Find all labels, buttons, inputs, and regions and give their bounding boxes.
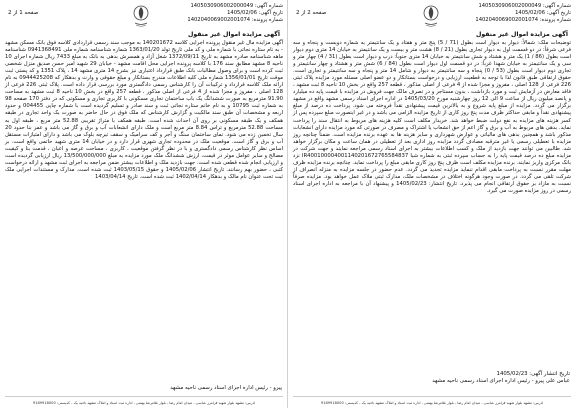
page-number: صفحه 2 از 2 — [296, 10, 327, 16]
document-page-2 — [290, 0, 574, 408]
notice-title: آگهی مزایده اموال غیر منقول — [475, 31, 568, 38]
case-number: شماره پرونده: 1402040069002001074 — [187, 17, 283, 23]
signature-block: پیرو - رئیس اداره اجرای اسناد رسمی ناحیه مشهد — [170, 385, 282, 391]
page-divider — [287, 0, 288, 408]
iran-emblem-icon — [130, 4, 152, 28]
notice-number: شماره آگهی: 1405030906002000049 — [478, 3, 571, 9]
page-header — [290, 2, 574, 32]
notice-title: آگهی مزایده اموال غیر منقول — [187, 31, 280, 38]
case-number: شماره پرونده: 1402040069002001074 — [475, 17, 571, 23]
footer-rule — [293, 396, 571, 397]
signature-block: تاریخ انتشار آگهی: 1405/02/23 عباس علی پیرو - رئیس اداره اجرای اسناد رسمی ناحیه مشهد — [432, 371, 570, 384]
page-number: صفحه 1 از 2 — [8, 10, 39, 16]
notice-body: توضیحات ملک: شمالاً: دیوار به دیوار است بطول (71 / 5) پنج متر و هفتاد و یک سانتیمتر به شماره دویست و پنجاه و سه فرعی شرقاً: در دو قسمت اول به دیوار تجاری بطول (21 / 8) هشت متر و بیست و یک سانتیمتر به خیابان 14 متری دوم دیوار است بطول (86 / 1) یک متر و هشتاد و شش سانتیمتر به خیابان 14 متری جنوباً: درب و دیوار است بطول (31 / 4) چهار متر و سی و یک سانتیمتر به خیابان شهدا غرباً: در دو قسمت اول دیوار است بطول (84 / 6) شش متر و هشتاد و چهار سانتیمتر و تجاری دوم دیوار است بطول (53 / 0) پنجاه و سه سانتیمتر به دیوار و شامل 14 متر و پنجاه و سه سانتیمتر و تجاری است. حقوق ارتفاقی طبق قانون لذا با توجه به قطعیت ارزیابی و درخواست بستانکار و دو عضو اصلی مسئله مورد مزایده پلاک ثبتی 226 فرعی از 128 اصلی ، مفروز و مجزا شده از 4 فرعی از اصلی مذکور ، قطعه 257 واقع در بخش 10 ناحیه 8 ثبت مشهد ، فاقد معارض در آزمایش ثبت و مورد بازداشت ، بدون مستاجر و در تصرف مالک جهت فروش در مزایده با قیمت پایه ده میلیارد و پانصد میلیون ریال از ساعت 9 الی 12 روز چهارشنبه مورخ 1405/03/20 در اداره اجرای اسناد رسمی مشهد واقع در مشهد برگزار می گردد. مزایده از مبلغ پایه شروع و به بالاترین قیمت پیشنهادی نقداً فروخته می شود. پرداخت ده درصد از مبلغ پیشنهادی نقداً و مابقی حداکثر ظرف مدت پنج روز کاری از تاریخ مزایده الزامی می باشد و در غیر اینصورت مبلغ سپرده پس از کسر هزینه های مزایده به نفع دولت ضبط خواهد شد. خریدار مکلف است کلیه هزینه های مربوط به انتقال سند را پرداخت نماید. بدهی های مربوط به آب و برق و گاز اعم از حق انشعاب یا اشتراک و مصرف در صورتی که مورد مزایده دارای انشعابات مذکور باشد و همچنین بدهی های مالیاتی و عوارض شهرداری و سایر هزینه ها به عهده برنده مزایده است. ضمناً چنانچه روز مزایده با تعطیلی رسمی یا غیر مترقبه مصادف گردد مزایده روز اداری بعد از تعطیلی در همان ساعت و مکان برگزار خواهد شد. طالبین می توانند جهت بازدید از ملک و کسب اطلاعات بیشتر به اجرای اسناد رسمی مراجعه نمایند و جهت شرکت در مزایده مبلغ ده درصد قیمت پایه را به حساب سپرده ثبتی به شماره شبا IR400100004001140201672765584837 نزد بانک مرکزی واریز نمایند. برنده مزایده مکلف است ظرف پنج روز کاری مابقی مبلغ را پرداخت نماید. چنانچه برنده مزایده ظرف مهلت مقرر نسبت به پرداخت مابقی اقدام ننماید مزایده تجدید می گردد. عدم حضور در جلسه مزایده به منزله انصراف از شرکت تلقی می گردد. در صورت وجود هرگونه اختلاف در مشخصات ملک، مدارک ثبتی ملاک عمل خواهد بود. مزایده صرفاً نسبت به مازاد بر حقوق ارتفاقی انجام می پذیرد. تاریخ انتشار: 1405/02/23 و پیشنهاد آن با مراجعه به اداره اجرای اسناد رسمی در روز مزایده صورت می گیرد. — [293, 40, 572, 194]
page-footer: آدرس: مشهد بلوار شهید فرامرز عباسی ، میدان امام رضا ، بلوار غلامرضا بهمنی ، اداره ثبت اسناد و املاک مشهد ناحیه یک - کدپستی: 9189918000 — [320, 401, 544, 405]
notice-date: تاریخ آگهی: 1405/02/06 — [227, 10, 283, 16]
page-header — [2, 2, 286, 32]
notice-number: شماره آگهی: 1405030906002000049 — [190, 3, 283, 9]
notice-date: تاریخ آگهی: 1405/02/06 — [515, 10, 571, 16]
document-page-1 — [2, 0, 286, 408]
notice-body: آگهی مزایده مال غیر منقول پرونده اجرایی کلاسه 140201672 به موجب سند رسمی قراردادی کلاسه فوق بانک مسکن مشهد - به نام ستاره نجاتی با شماره ملی و کد ملی تاریخ تولد 1363/01/20 شماره شناسنامه شماره ملی 0941368491 شناسنامه ماهه شناسنامه صادره مشهد به تاریخ 1372/09/11 شغل آزاد و همسرش بدهی به بانک به مبلغ 7433 ریال شماره اجرای 10 ناحیه 8 مشهد مطابق سند 176 با کلاسه پرونده اجرایی محل اقامت مشهد - خیابان 29 شهید امیر حسن صدیق منزل شخصی ثبت کرده است و برای وصول مطالبات بانک طبق قرارداد اعتباری نیز بشرح 14 متری مشهد 14 ، پلاک 1351 و کد پستی ثبت موقت تاریخ 1356/01/01 شماره ملی کلیه اطلاعات مندرج بستانکار و مبلغ حقوقی و وارث و بدهکار که 0944425208 به نام ارائه ملک کلاسه قرارداد و ترکیبات آن را کارشناس رسمی دادگستری مورد بررسی قرار داده است. پلاک ثبتی 226 فرعی از 128 اصلی ، مفروز و مجزا شده از 4 فرعی از اصلی مذکور ، قطعه 257 واقع در بخش 10 ناحیه 8 ثبت مشهد به مساحت 91.90 مترمربع به صورت ششدانگ یک باب ساختمان تجاری مسکونی با کاربری تجاری و مسکونی که در دفتر 170 صفحه 98 به شماره ثبت 10795 و به نام خانم ستاره نجاتی ثبت و سند صادر و تسلیم گردیده است با شماره چاپی 004455 و حدود اربعه و مشخصات آن طبق سند مالکیت و گزارش کارشناس که ملک فوق در حال حاضر به صورت یک واحد تجاری در طبقه همکف و یک طبقه مسکونی بر روی آن احداث شده است. طبقه همکف با متراژ تقریبی 52.88 متر مربع ، طبقه اول به مساحت 52.88 مترمربع و تراس 8.84 متر مربع است و ملک دارای انشعابات آب و برق و گاز می باشد و عمر بنا حدود 20 سال تخمین زده می شود. نمای ساختمان سنگ و آجر و کف سرامیک و سقف تیرچه بلوک می باشد و دارای امتیازات مستقل آب و برق و گاز است. موقعیت ملک در محدوده تجاری شهری قرار دارد و در خیابان 14 متری شهید حاتمی واقع است. بر اساس نظر کارشناس رسمی دادگستری و با در نظر گرفتن موقعیت ، کاربری ، مساحت عرصه و اعیان ، قدمت بنا و کیفیت مصالح و سایر عوامل موثر در قیمت، ارزش ششدانگ ملک مورد مزایده به مبلغ 13/500/000/000 ریال ارزیابی گردیده است و ارزیابی انجام شده قطعی شده است. جهت بازدید ملک و اطلاعات بیشتر ضمن مراجعه به اجرای ثبت مشهد و ارائه درخواست کتبی ، حضور بهم رسانند. تاریخ انتشار 1405/02/06 و حقوق 1403/05/15 ثبت شده است. مدارک و مستندات اجرایی ملک ثبت تحت عنوان نام مالک و بدهکار 1402/04/14 ثبت شده است. تاریخ 1403/04/14 — [5, 40, 284, 180]
page-footer: آدرس: مشهد بلوار شهید فرامرز عباسی ، میدان امام رضا ، بلوار غلامرضا بهمنی ، اداره ثبت اسناد و املاک مشهد ناحیه یک - کدپستی: 9189918000 — [32, 401, 256, 405]
footer-rule — [5, 396, 283, 397]
notice-meta — [187, 3, 283, 24]
iran-emblem-icon — [420, 4, 442, 28]
notice-meta — [475, 3, 571, 24]
